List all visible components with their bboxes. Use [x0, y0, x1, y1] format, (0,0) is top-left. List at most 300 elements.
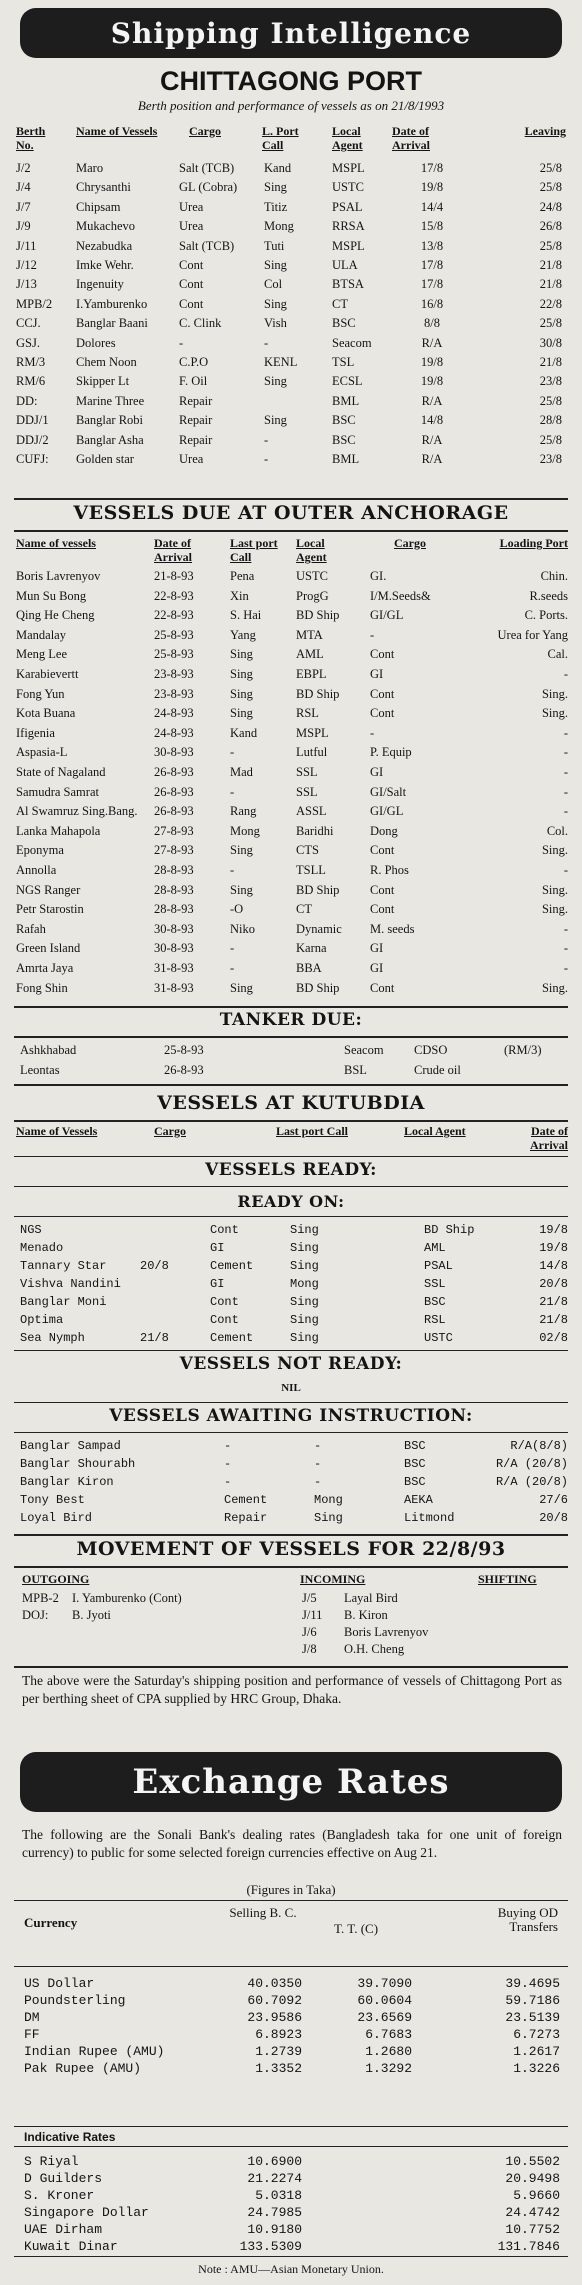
divider — [14, 1350, 568, 1351]
table-cell: - — [224, 1457, 232, 1471]
table-cell: Sing — [290, 1223, 319, 1237]
ready-on-title: READY ON: — [237, 1192, 345, 1211]
table-cell: 15/8 — [420, 219, 444, 234]
table-cell: CDSO — [414, 1043, 448, 1057]
table-cell: ASSL — [296, 804, 327, 819]
table-cell: Golden star — [76, 452, 134, 466]
table-cell: GL (Cobra) — [179, 180, 238, 195]
table-cell: Al Swamruz Sing.Bang. — [16, 804, 138, 819]
table-cell: 19/8 — [539, 1241, 568, 1255]
table-cell: 8/8 — [424, 316, 440, 331]
table-cell: J/8 — [302, 1642, 317, 1656]
table-cell: NGS — [20, 1223, 42, 1237]
table-cell: Dong — [370, 823, 398, 838]
table-cell: 25-8-93 — [154, 647, 194, 662]
anchorage-title: VESSELS DUE AT OUTER ANCHORAGE — [73, 502, 509, 524]
table-cell: GSJ. — [16, 335, 40, 350]
rate-cell: 10.7752 — [505, 2222, 560, 2237]
table-cell: Ingenuity — [76, 277, 124, 292]
table-cell: SSL — [296, 765, 318, 779]
divider — [14, 1216, 568, 1217]
table-cell: 26-8-93 — [154, 765, 194, 779]
table-cell: 27-8-93 — [154, 843, 194, 858]
divider — [14, 1036, 568, 1038]
table-row — [14, 199, 568, 216]
table-cell: BSC — [404, 1457, 426, 1471]
table-cell: - — [563, 921, 568, 936]
table-cell: 31-8-93 — [154, 980, 194, 995]
table-cell: Ifigenia — [16, 725, 55, 740]
rate-cell: 39.7090 — [357, 1976, 412, 1991]
table-cell: J/4 — [16, 180, 31, 195]
column-header: Name of Vessels — [76, 124, 158, 138]
table-row — [14, 686, 568, 703]
table-cell: Cont — [370, 980, 395, 995]
table-cell: 13/8 — [420, 238, 444, 253]
table-row — [14, 218, 568, 235]
table-cell: - — [563, 863, 568, 877]
rate-cell: 1.3226 — [513, 2061, 560, 2076]
buying-header: Buying OD Transfers — [497, 1905, 558, 1934]
table-cell: RSL — [296, 706, 319, 721]
table-cell: C. Ports. — [524, 608, 568, 623]
table-row — [14, 1222, 568, 1239]
table-cell: - — [563, 941, 568, 956]
column-header: Name of vessels — [16, 536, 96, 550]
table-cell: R/A — [421, 432, 443, 447]
table-cell: Green Island — [16, 941, 81, 956]
column-header: Loading Port — [499, 536, 568, 550]
table-cell: 30/8 — [539, 335, 562, 350]
rate-row — [22, 2027, 562, 2043]
table-cell: Sing. — [541, 843, 568, 858]
table-cell: (RM/3) — [504, 1043, 542, 1057]
table-row — [14, 921, 568, 938]
table-cell: BBA — [296, 961, 322, 975]
table-cell: Rafah — [16, 921, 46, 936]
rate-cell: US Dollar — [24, 1976, 95, 1991]
column-header: Cargo — [189, 124, 221, 138]
banner-title: Shipping Intelligence — [110, 16, 472, 50]
table-row — [14, 238, 568, 255]
table-cell: BSC — [332, 316, 356, 331]
table-cell: - — [230, 784, 235, 799]
rate-cell: Indian Rupee (AMU) — [24, 2044, 165, 2059]
table-row — [14, 1276, 568, 1293]
table-cell: Mad — [230, 765, 253, 779]
table-cell: 14/4 — [420, 199, 444, 214]
table-cell: Optima — [20, 1313, 64, 1327]
table-row — [14, 764, 568, 781]
table-row — [14, 646, 568, 663]
divider — [14, 1120, 568, 1122]
rate-row — [22, 2205, 562, 2221]
footer-note: The above were the Saturday's shipping position and performance of vessels of Chittagong Port as per berthing sheet of CPA supplied by HRC Group, Dhaka. — [22, 1673, 562, 1706]
table-cell: GI — [210, 1241, 225, 1255]
rate-row — [22, 2044, 562, 2060]
exchange-rates-banner — [20, 1752, 562, 1812]
table-cell: 26-8-93 — [164, 1063, 204, 1077]
table-cell: Sing. — [541, 882, 568, 897]
table-cell: -O — [230, 902, 244, 917]
table-cell: R/A — [421, 393, 443, 408]
table-cell: 14/8 — [420, 413, 444, 428]
rate-cell: 21.2274 — [247, 2171, 302, 2186]
table-row — [14, 1474, 568, 1491]
table-cell: R/A — [421, 335, 443, 350]
incoming-header: INCOMING — [300, 1572, 366, 1586]
table-cell: Vish — [264, 316, 287, 331]
rate-cell: DM — [24, 2010, 40, 2025]
shifting-header: SHIFTING — [478, 1572, 537, 1586]
table-cell: 30-8-93 — [154, 921, 194, 936]
table-cell: - — [230, 745, 235, 760]
exchange-intro: The following are the Sonali Bank's dealing rates (Bangladesh taka for one unit of foreign currency) to public for some selected foreign currencies effective on Aug 21. — [22, 1827, 562, 1860]
table-cell: 21/8 — [539, 277, 562, 292]
divider — [14, 1402, 568, 1403]
table-cell: Repair — [179, 432, 213, 447]
table-row — [14, 179, 568, 196]
table-cell: 19/8 — [420, 180, 444, 195]
column-header: Cargo — [394, 536, 426, 550]
divider — [14, 2146, 568, 2147]
table-cell: TSL — [332, 355, 355, 369]
table-cell: RM/6 — [16, 374, 46, 389]
table-cell: Sing — [290, 1295, 319, 1309]
table-cell: State of Nagaland — [16, 765, 106, 779]
table-cell: PSAL — [332, 199, 363, 214]
table-cell: BSC — [404, 1475, 426, 1489]
table-cell: 28-8-93 — [154, 882, 194, 897]
table-cell: 17/8 — [420, 277, 444, 292]
table-cell: BD Ship — [296, 608, 340, 623]
table-cell: Banglar Asha — [76, 432, 144, 447]
table-cell: 24-8-93 — [154, 706, 194, 721]
table-cell: 20/8 — [539, 1511, 568, 1525]
not-ready-title: VESSELS NOT READY: — [179, 1354, 403, 1374]
table-row — [14, 373, 568, 390]
table-cell: USTC — [424, 1331, 453, 1345]
table-cell: Sing — [230, 667, 253, 681]
table-row — [14, 1062, 568, 1079]
table-cell: Cont — [210, 1295, 239, 1309]
table-cell: - — [563, 784, 568, 799]
table-cell: Sing — [230, 843, 253, 858]
table-cell: - — [264, 452, 269, 466]
table-cell: 22-8-93 — [154, 588, 194, 603]
rate-cell: Pak Rupee (AMU) — [24, 2061, 142, 2076]
table-cell: Loyal Bird — [20, 1511, 93, 1525]
table-cell: 26-8-93 — [154, 804, 194, 819]
table-cell: Mong — [314, 1493, 343, 1507]
rate-cell: 10.6900 — [247, 2154, 302, 2169]
rate-cell: 24.4742 — [505, 2205, 560, 2220]
rate-cell: 23.9586 — [247, 2010, 302, 2025]
selling-bc-header: Selling B. C. — [229, 1905, 297, 1920]
rate-cell: 6.7683 — [365, 2027, 412, 2042]
table-cell: - — [179, 335, 184, 350]
table-cell: CTS — [296, 843, 319, 858]
table-cell: R/A(8/8) — [510, 1439, 568, 1453]
table-row — [14, 1258, 568, 1275]
rate-cell: 60.0604 — [357, 1993, 412, 2008]
table-cell: 21-8-93 — [154, 569, 194, 583]
table-cell: Eponyma — [16, 843, 64, 858]
table-cell: - — [230, 961, 235, 975]
divider — [14, 1900, 568, 1901]
table-cell: R/A (20/8) — [495, 1475, 568, 1489]
table-row — [14, 842, 568, 859]
table-row — [14, 432, 568, 449]
table-row — [14, 1492, 568, 1509]
kutubdia-title: VESSELS AT KUTUBDIA — [157, 1092, 425, 1114]
table-cell: Urea — [179, 219, 204, 234]
divider — [14, 1966, 568, 1967]
divider — [14, 1186, 568, 1187]
table-cell: Sing — [264, 413, 287, 428]
table-cell: - — [563, 725, 568, 740]
table-cell: 31-8-93 — [154, 961, 194, 975]
table-cell: Qing He Cheng — [16, 608, 95, 623]
table-row — [14, 627, 568, 644]
divider — [14, 1156, 568, 1157]
table-cell: Salt (TCB) — [179, 161, 235, 175]
table-cell: 19/8 — [539, 1223, 568, 1237]
amu-note: Note : AMU—Asian Monetary Union. — [198, 2262, 384, 2276]
rate-cell: 5.0318 — [255, 2188, 302, 2203]
table-cell: Sing. — [541, 706, 568, 721]
table-cell: MSPL — [332, 161, 365, 175]
table-row — [14, 315, 568, 332]
table-cell: Tony Best — [20, 1493, 85, 1507]
table-cell: 16/8 — [420, 296, 444, 311]
table-cell: DOJ: — [22, 1608, 49, 1622]
table-cell: Cont — [370, 843, 395, 858]
table-row — [14, 882, 568, 899]
table-cell: Meng Lee — [16, 647, 68, 662]
table-cell: Kand — [264, 161, 292, 175]
table-row — [14, 940, 568, 957]
table-cell: Cont — [179, 258, 204, 272]
column-header: Local Agent — [404, 1124, 466, 1138]
table-row — [14, 568, 568, 585]
table-cell: Mukachevo — [76, 219, 136, 234]
column-header: Date of Arrival — [154, 536, 192, 564]
table-cell: 25-8-93 — [154, 627, 194, 642]
rate-cell: 1.2680 — [365, 2044, 412, 2059]
rate-cell: 5.9660 — [513, 2188, 560, 2203]
table-row — [14, 705, 568, 722]
table-cell: Repair — [224, 1511, 268, 1525]
table-cell: I. Yamburenko (Cont) — [72, 1591, 182, 1605]
table-cell: Col. — [546, 823, 568, 838]
table-row — [14, 666, 568, 683]
table-cell: - — [563, 667, 568, 681]
table-cell: GI — [370, 765, 384, 779]
table-cell: Cont — [370, 882, 395, 897]
table-cell: PSAL — [424, 1259, 453, 1273]
table-cell: I/M.Seeds& — [370, 588, 431, 603]
table-cell: Mandalay — [16, 627, 66, 642]
rate-cell: S. Kroner — [24, 2188, 95, 2203]
table-cell: Cont — [370, 647, 395, 662]
table-cell: BSC — [332, 432, 356, 447]
table-cell: 23-8-93 — [154, 667, 194, 681]
table-cell: - — [230, 941, 235, 956]
table-cell: Sing — [290, 1331, 319, 1345]
table-cell: Ashkhabad — [20, 1043, 77, 1057]
table-cell: 23-8-93 — [154, 686, 194, 701]
table-cell: Sing — [290, 1259, 319, 1273]
table-cell: Rang — [230, 804, 257, 819]
table-cell: RSL — [424, 1313, 446, 1327]
rate-cell: 131.7846 — [497, 2239, 560, 2254]
table-cell: AEKA — [404, 1493, 433, 1507]
rate-row — [22, 2188, 562, 2204]
table-cell: J/2 — [16, 161, 31, 175]
table-cell: 26-8-93 — [154, 784, 194, 799]
table-cell: 17/8 — [420, 258, 444, 272]
table-cell: BSC — [332, 413, 356, 428]
table-cell: 28/8 — [539, 413, 562, 428]
table-cell: TSLL — [296, 863, 326, 877]
rate-cell: Kuwait Dinar — [24, 2239, 118, 2254]
table-cell: Banglar Baani — [76, 316, 148, 331]
table-cell: 30-8-93 — [154, 941, 194, 956]
table-cell: J/7 — [16, 199, 31, 214]
table-cell: DDJ/1 — [16, 413, 49, 428]
table-cell: Cont — [370, 706, 395, 721]
table-cell: 02/8 — [539, 1331, 568, 1345]
movement-title: MOVEMENT OF VESSELS FOR 22/8/93 — [76, 1538, 506, 1560]
rate-cell: 39.4695 — [505, 1976, 560, 1991]
table-cell: B. Kiron — [344, 1608, 388, 1622]
table-cell: Urea — [179, 199, 204, 214]
rate-cell: 60.7092 — [247, 1993, 302, 2008]
table-cell: 21/8 — [539, 1295, 568, 1309]
table-cell: I.Yamburenko — [76, 296, 148, 311]
table-cell: Sing — [290, 1241, 319, 1255]
table-cell: 24-8-93 — [154, 725, 194, 740]
table-cell: Titiz — [264, 199, 288, 214]
table-cell: - — [230, 863, 235, 877]
table-row — [14, 257, 568, 274]
shipping-intelligence-banner — [20, 8, 562, 58]
table-cell: 24/8 — [539, 199, 562, 214]
table-cell: Banglar Moni — [20, 1295, 107, 1309]
table-cell: Sing — [230, 706, 253, 721]
table-cell: 25/8 — [539, 161, 562, 175]
table-cell: 20/8 — [140, 1259, 169, 1273]
column-header: Local Agent — [332, 124, 363, 152]
table-cell: J/11 — [16, 238, 37, 253]
table-row — [14, 451, 568, 468]
table-cell: R/A (20/8) — [495, 1457, 568, 1471]
table-cell: - — [370, 725, 375, 740]
table-row — [14, 335, 568, 352]
rate-row — [22, 1976, 562, 1992]
table-cell: 21/8 — [539, 258, 562, 272]
column-header: Leaving — [524, 124, 566, 138]
table-cell: R. Phos — [370, 863, 409, 877]
table-cell: Samudra Samrat — [16, 784, 99, 799]
table-cell: Imke Wehr. — [76, 258, 134, 272]
table-cell: Layal Bird — [344, 1591, 398, 1605]
divider — [14, 1084, 568, 1086]
divider — [14, 2256, 568, 2257]
table-cell: - — [264, 335, 269, 350]
table-cell: Banglar Shourabh — [20, 1457, 136, 1471]
table-cell: Cont — [370, 686, 395, 701]
table-cell: Tuti — [264, 238, 285, 253]
table-row — [14, 1510, 568, 1527]
table-cell: Dolores — [76, 335, 116, 350]
table-cell: M. seeds — [370, 921, 415, 936]
table-cell: Sing — [230, 980, 253, 995]
table-row — [14, 1607, 568, 1624]
table-cell: Maro — [76, 161, 104, 175]
table-cell: - — [224, 1439, 232, 1453]
table-cell: CT — [296, 902, 312, 917]
table-cell: Mun Su Bong — [16, 588, 87, 603]
table-cell: Vishva Nandini — [20, 1277, 121, 1291]
table-cell: BSL — [344, 1063, 367, 1077]
table-cell: 23/8 — [539, 452, 562, 466]
rate-cell: S Riyal — [24, 2154, 79, 2169]
table-cell: GI/GL — [370, 608, 404, 623]
table-cell: Repair — [179, 393, 213, 408]
rate-cell: Poundsterling — [24, 1993, 126, 2008]
table-cell: Crude oil — [414, 1063, 461, 1077]
column-header: Local Agent — [296, 536, 327, 564]
table-cell: - — [370, 627, 375, 642]
port-title: CHITTAGONG PORT — [160, 66, 422, 96]
table-row — [14, 803, 568, 820]
table-cell: 26/8 — [539, 219, 562, 234]
table-cell: Leontas — [20, 1063, 60, 1077]
table-cell: GI — [370, 961, 384, 975]
not-ready-value: NIL — [281, 1382, 301, 1394]
table-cell: Urea — [179, 452, 204, 466]
table-cell: BD Ship — [296, 686, 340, 701]
table-cell: Baridhi — [296, 823, 334, 838]
table-cell: Chem Noon — [76, 355, 137, 369]
table-cell: 21/8 — [140, 1331, 169, 1345]
table-cell: 28-8-93 — [154, 902, 194, 917]
table-cell: - — [563, 765, 568, 779]
table-cell: AML — [424, 1241, 446, 1255]
table-row — [14, 901, 568, 918]
table-cell: Kota Buana — [16, 706, 76, 721]
table-cell: J/5 — [302, 1591, 317, 1605]
rate-cell: 1.2617 — [513, 2044, 560, 2059]
table-cell: 14/8 — [539, 1259, 568, 1273]
rate-row — [22, 2061, 562, 2077]
table-cell: Menado — [20, 1241, 64, 1255]
column-header: Last port Call — [276, 1124, 348, 1138]
table-cell: Sing — [314, 1511, 343, 1525]
table-cell: Sing. — [541, 902, 568, 917]
table-cell: Lanka Mahapola — [16, 823, 101, 838]
table-cell: C. Clink — [179, 316, 222, 331]
divider — [14, 498, 568, 500]
table-cell: Sing. — [541, 686, 568, 701]
rate-cell: UAE Dirham — [24, 2222, 103, 2237]
table-row — [14, 276, 568, 293]
table-cell: 19/8 — [420, 355, 444, 369]
table-cell: Sing — [230, 882, 253, 897]
table-cell: 25/8 — [539, 316, 562, 331]
